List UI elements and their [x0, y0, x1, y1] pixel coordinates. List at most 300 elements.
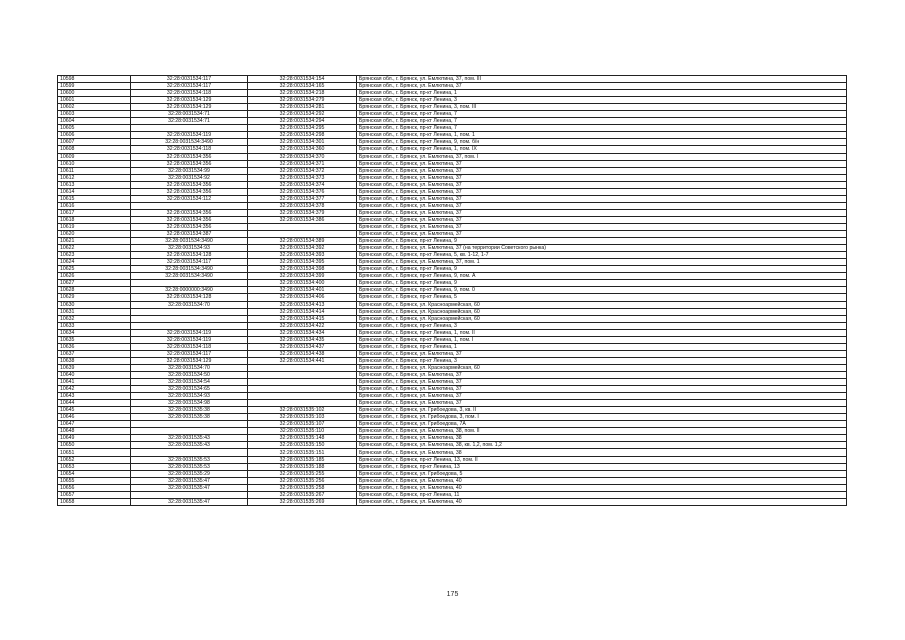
address-cell: Брянская обл., г. Брянск, ул. Емлютина, 37, пом. I [357, 153, 847, 160]
address-cell: Брянская обл., г. Брянск, ул. Емлютина, 37 [357, 202, 847, 209]
row-number-cell: 10606 [58, 132, 131, 139]
address-cell: Брянская обл., г. Брянск, ул. Емлютина, 37 [357, 216, 847, 223]
parcel-cadastral-cell: 32:28:0031535:53 [131, 463, 248, 470]
row-number-cell: 10618 [58, 216, 131, 223]
table-row [58, 83, 847, 90]
table-row [58, 301, 847, 308]
object-cadastral-cell: 32:28:0031535:269 [248, 498, 357, 505]
parcel-cadastral-cell: 32:28:0031534:93 [131, 245, 248, 252]
row-number-cell: 10655 [58, 477, 131, 484]
address-cell: Брянская обл., г. Брянск, ул. Емлютина, 37 [357, 400, 847, 407]
parcel-cadastral-cell: 32:28:0031534:118 [131, 90, 248, 97]
parcel-cadastral-cell: 32:28:0031535:47 [131, 477, 248, 484]
table-row [58, 477, 847, 484]
row-number-cell: 10657 [58, 491, 131, 498]
address-cell: Брянская обл., г. Брянск, ул. Емлютина, 37 [357, 209, 847, 216]
object-cadastral-cell: 32:28:0031534:377 [248, 195, 357, 202]
row-number-cell: 10649 [58, 435, 131, 442]
object-cadastral-cell: 32:28:0031534:401 [248, 287, 357, 294]
object-cadastral-cell: 32:28:0031534:437 [248, 343, 357, 350]
object-cadastral-cell: 32:28:0031534:415 [248, 315, 357, 322]
object-cadastral-cell: 32:28:0031535:256 [248, 477, 357, 484]
address-cell: Брянская обл., г. Брянск, пр-кт Ленина, 13, пом. II [357, 456, 847, 463]
row-number-cell: 10656 [58, 484, 131, 491]
row-number-cell: 10625 [58, 266, 131, 273]
row-number-cell: 10631 [58, 308, 131, 315]
table-row [58, 322, 847, 329]
table-row [58, 421, 847, 428]
address-cell: Брянская обл., г. Брянск, пр-кт Ленина, 3 [357, 97, 847, 104]
row-number-cell: 10654 [58, 470, 131, 477]
row-number-cell: 10624 [58, 259, 131, 266]
table-row [58, 371, 847, 378]
object-cadastral-cell: 32:28:0031535:148 [248, 435, 357, 442]
address-cell: Брянская обл., г. Брянск, ул. Емлютина, 37 [357, 371, 847, 378]
object-cadastral-cell: 32:28:0031535:103 [248, 414, 357, 421]
address-cell: Брянская обл., г. Брянск, ул. Емлютина, 38, кв. 1,2, пом. 1,2 [357, 442, 847, 449]
parcel-cadastral-cell: 32:28:0031534:119 [131, 336, 248, 343]
address-cell: Брянская обл., г. Брянск, ул. Емлютина, 37 [357, 379, 847, 386]
table-row [58, 174, 847, 181]
object-cadastral-cell: 32:28:0031535:151 [248, 449, 357, 456]
object-cadastral-cell: 32:28:0031535:255 [248, 470, 357, 477]
parcel-cadastral-cell: 32:28:0031534:92 [131, 174, 248, 181]
object-cadastral-cell [248, 379, 357, 386]
table-row [58, 287, 847, 294]
object-cadastral-cell [248, 231, 357, 238]
row-number-cell: 10633 [58, 322, 131, 329]
address-cell: Брянская обл., г. Брянск, пр-кт Ленина, 9, пом. А [357, 273, 847, 280]
object-cadastral-cell: 32:28:0031534:400 [248, 280, 357, 287]
object-cadastral-cell: 32:28:0031535:110 [248, 428, 357, 435]
address-cell: Брянская обл., г. Брянск, пр-кт Ленина, 1, пом. IX [357, 146, 847, 153]
object-cadastral-cell: 32:28:0031534:435 [248, 336, 357, 343]
address-cell: Брянская обл., г. Брянск, ул. Емлютина, 37 [357, 231, 847, 238]
address-cell: Брянская обл., г. Брянск, пр-кт Ленина, 13 [357, 463, 847, 470]
row-number-cell: 10639 [58, 364, 131, 371]
object-cadastral-cell [248, 386, 357, 393]
address-cell: Брянская обл., г. Брянск, ул. Емлютина, 38 [357, 435, 847, 442]
object-cadastral-cell: 32:28:0031534:392 [248, 245, 357, 252]
parcel-cadastral-cell: 32:28:0031534:356 [131, 188, 248, 195]
row-number-cell: 10640 [58, 371, 131, 378]
table-row [58, 350, 847, 357]
address-cell: Брянская обл., г. Брянск, ул. Емлютина, 37 [357, 393, 847, 400]
parcel-cadastral-cell: 32:28:0031534:119 [131, 132, 248, 139]
table-row [58, 209, 847, 216]
table-row [58, 456, 847, 463]
row-number-cell: 10612 [58, 174, 131, 181]
row-number-cell: 10634 [58, 329, 131, 336]
table-row [58, 498, 847, 505]
parcel-cadastral-cell: 32:28:0031534:65 [131, 386, 248, 393]
table-row [58, 104, 847, 111]
address-cell: Брянская обл., г. Брянск, пр-кт Ленина, 9 [357, 238, 847, 245]
table-row [58, 379, 847, 386]
table-row [58, 231, 847, 238]
parcel-cadastral-cell: 32:28:0031535:47 [131, 498, 248, 505]
object-cadastral-cell: 32:28:0031534:393 [248, 252, 357, 259]
parcel-cadastral-cell: 32:28:0031534:387 [131, 231, 248, 238]
row-number-cell: 10638 [58, 357, 131, 364]
parcel-cadastral-cell [131, 421, 248, 428]
table-row [58, 125, 847, 132]
object-cadastral-cell: 32:28:0031534:378 [248, 202, 357, 209]
table-row [58, 195, 847, 202]
row-number-cell: 10611 [58, 167, 131, 174]
address-cell: Брянская обл., г. Брянск, пр-кт Ленина, 5 [357, 294, 847, 301]
row-number-cell: 10632 [58, 315, 131, 322]
parcel-cadastral-cell: 32:28:0031535:43 [131, 442, 248, 449]
parcel-cadastral-cell: 32:28:0031534:128 [131, 294, 248, 301]
row-number-cell: 10616 [58, 202, 131, 209]
row-number-cell: 10642 [58, 386, 131, 393]
table-row [58, 386, 847, 393]
parcel-cadastral-cell: 32:28:0031534:356 [131, 223, 248, 230]
parcel-cadastral-cell: 32:28:0031535:43 [131, 435, 248, 442]
row-number-cell: 10615 [58, 195, 131, 202]
address-cell: Брянская обл., г. Брянск, пр-кт Ленина, 3, пом. III [357, 104, 847, 111]
table-row [58, 90, 847, 97]
table-row [58, 435, 847, 442]
table-row [58, 188, 847, 195]
parcel-cadastral-cell: 32:28:0031534:70 [131, 364, 248, 371]
address-cell: Брянская обл., г. Брянск, ул. Емлютина, 40 [357, 498, 847, 505]
parcel-cadastral-cell: 32:28:0031535:38 [131, 407, 248, 414]
parcel-cadastral-cell: 32:28:0031534:118 [131, 343, 248, 350]
address-cell: Брянская обл., г. Брянск, ул. Красноармейская, 60 [357, 364, 847, 371]
row-number-cell: 10652 [58, 456, 131, 463]
parcel-cadastral-cell: 32:28:0031535:38 [131, 414, 248, 421]
table-row [58, 463, 847, 470]
address-cell: Брянская обл., г. Брянск, пр-кт Ленина, 9, пом. б/н [357, 139, 847, 146]
object-cadastral-cell: 32:28:0031535:150 [248, 442, 357, 449]
address-cell: Брянская обл., г. Брянск, ул. Емлютина, 37 [357, 167, 847, 174]
address-cell: Брянская обл., г. Брянск, пр-кт Ленина, 7 [357, 125, 847, 132]
row-number-cell: 10643 [58, 393, 131, 400]
address-cell: Брянская обл., г. Брянск, пр-кт Ленина, 1, пом. 1 [357, 132, 847, 139]
address-cell: Брянская обл., г. Брянск, пр-кт Ленина, 11 [357, 491, 847, 498]
row-number-cell: 10641 [58, 379, 131, 386]
object-cadastral-cell: 32:28:0031534:389 [248, 238, 357, 245]
address-cell: Брянская обл., г. Брянск, ул. Емлютина, 40 [357, 477, 847, 484]
row-number-cell: 10626 [58, 273, 131, 280]
object-cadastral-cell: 32:28:0031534:374 [248, 181, 357, 188]
object-cadastral-cell: 32:28:0031534:281 [248, 104, 357, 111]
parcel-cadastral-cell: 32:28:0031534:356 [131, 153, 248, 160]
address-cell: Брянская обл., г. Брянск, пр-кт Ленина, 5, кв. 1-12, 1-7 [357, 252, 847, 259]
address-cell: Брянская обл., г. Брянск, пр-кт Ленина, 9 [357, 266, 847, 273]
row-number-cell: 10610 [58, 160, 131, 167]
cadastral-register-table [57, 75, 847, 506]
parcel-cadastral-cell: 32:28:0031534:50 [131, 371, 248, 378]
object-cadastral-cell [248, 371, 357, 378]
parcel-cadastral-cell: 32:28:0031534:129 [131, 357, 248, 364]
parcel-cadastral-cell [131, 308, 248, 315]
address-cell: Брянская обл., г. Брянск, пр-кт Ленина, 9 [357, 280, 847, 287]
row-number-cell: 10605 [58, 125, 131, 132]
object-cadastral-cell: 32:28:0031534:422 [248, 322, 357, 329]
object-cadastral-cell: 32:28:0031534:360 [248, 146, 357, 153]
parcel-cadastral-cell: 32:28:0031534:356 [131, 209, 248, 216]
address-cell: Брянская обл., г. Брянск, ул. Красноармейская, 60 [357, 308, 847, 315]
row-number-cell: 10648 [58, 428, 131, 435]
row-number-cell: 10628 [58, 287, 131, 294]
object-cadastral-cell: 32:28:0031535:258 [248, 484, 357, 491]
row-number-cell: 10630 [58, 301, 131, 308]
table-row [58, 132, 847, 139]
table-row [58, 146, 847, 153]
parcel-cadastral-cell: 32:28:0031534:119 [131, 329, 248, 336]
row-number-cell: 10599 [58, 83, 131, 90]
address-cell: Брянская обл., г. Брянск, ул. Емлютина, 37 [357, 181, 847, 188]
row-number-cell: 10627 [58, 280, 131, 287]
table-row [58, 118, 847, 125]
table-row [58, 160, 847, 167]
address-cell: Брянская обл., г. Брянск, пр-кт Ленина, 7 [357, 111, 847, 118]
address-cell: Брянская обл., г. Брянск, ул. Грибоедова, 5 [357, 470, 847, 477]
parcel-cadastral-cell: 32:28:0031534:112 [131, 195, 248, 202]
address-cell: Брянская обл., г. Брянск, ул. Емлютина, 37 [357, 83, 847, 90]
address-cell: Брянская обл., г. Брянск, пр-кт Ленина, 1, пом. I [357, 336, 847, 343]
row-number-cell: 10614 [58, 188, 131, 195]
row-number-cell: 10645 [58, 407, 131, 414]
address-cell: Брянская обл., г. Брянск, ул. Красноармейская, 60 [357, 315, 847, 322]
table-row [58, 442, 847, 449]
table-row [58, 216, 847, 223]
parcel-cadastral-cell: 32:28:0031535:47 [131, 484, 248, 491]
parcel-cadastral-cell: 32:28:0031534:117 [131, 259, 248, 266]
parcel-cadastral-cell [131, 322, 248, 329]
object-cadastral-cell [248, 223, 357, 230]
table-row [58, 449, 847, 456]
table-row [58, 343, 847, 350]
row-number-cell: 10651 [58, 449, 131, 456]
parcel-cadastral-cell: 32:28:0031534:117 [131, 350, 248, 357]
page-number: 175 [446, 591, 459, 598]
object-cadastral-cell: 32:28:0031534:294 [248, 118, 357, 125]
object-cadastral-cell: 32:28:0031534:395 [248, 259, 357, 266]
address-cell: Брянская обл., г. Брянск, ул. Емлютина, 40 [357, 484, 847, 491]
address-cell: Брянская обл., г. Брянск, ул. Емлютина, 37, пом. 1 [357, 259, 847, 266]
address-cell: Брянская обл., г. Брянск, ул. Емлютина, 37 [357, 350, 847, 357]
table-row [58, 223, 847, 230]
object-cadastral-cell: 32:28:0031534:438 [248, 350, 357, 357]
address-cell: Брянская обл., г. Брянск, ул. Грибоедова, 3, пом. I [357, 414, 847, 421]
parcel-cadastral-cell [131, 202, 248, 209]
address-cell: Брянская обл., г. Брянск, пр-кт Ленина, 3 [357, 322, 847, 329]
address-cell: Брянская обл., г. Брянск, пр-кт Ленина, 7 [357, 118, 847, 125]
table-row [58, 315, 847, 322]
row-number-cell: 10598 [58, 76, 131, 83]
parcel-cadastral-cell: 32:28:0031534:118 [131, 146, 248, 153]
parcel-cadastral-cell: 32:28:0031534:356 [131, 216, 248, 223]
row-number-cell: 10603 [58, 111, 131, 118]
table-row [58, 280, 847, 287]
object-cadastral-cell: 32:28:0031534:414 [248, 308, 357, 315]
parcel-cadastral-cell [131, 491, 248, 498]
table-row [58, 252, 847, 259]
table-row [58, 238, 847, 245]
table-row [58, 139, 847, 146]
parcel-cadastral-cell: 32:28:0031535:29 [131, 470, 248, 477]
row-number-cell: 10602 [58, 104, 131, 111]
row-number-cell: 10604 [58, 118, 131, 125]
table-row [58, 245, 847, 252]
row-number-cell: 10650 [58, 442, 131, 449]
row-number-cell: 10647 [58, 421, 131, 428]
table-row [58, 167, 847, 174]
object-cadastral-cell: 32:28:0031534:372 [248, 167, 357, 174]
parcel-cadastral-cell [131, 315, 248, 322]
table-row [58, 266, 847, 273]
table-row [58, 364, 847, 371]
address-cell: Брянская обл., г. Брянск, ул. Емлютина, 37, пом. III [357, 76, 847, 83]
address-cell: Брянская обл., г. Брянск, ул. Красноармейская, 60 [357, 301, 847, 308]
address-cell: Брянская обл., г. Брянск, ул. Емлютина, 38, пом. II [357, 428, 847, 435]
parcel-cadastral-cell: 32:28:0031534:99 [131, 167, 248, 174]
row-number-cell: 10635 [58, 336, 131, 343]
row-number-cell: 10636 [58, 343, 131, 350]
object-cadastral-cell: 32:28:0031534:218 [248, 90, 357, 97]
address-cell: Брянская обл., г. Брянск, ул. Емлютина, 37 [357, 188, 847, 195]
table-row [58, 181, 847, 188]
object-cadastral-cell: 32:28:0031534:279 [248, 97, 357, 104]
object-cadastral-cell: 32:28:0031534:295 [248, 125, 357, 132]
address-cell: Брянская обл., г. Брянск, ул. Емлютина, 37 [357, 160, 847, 167]
table-row [58, 484, 847, 491]
address-cell: Брянская обл., г. Брянск, ул. Грибоедова, 3, кв. II [357, 407, 847, 414]
table-row [58, 470, 847, 477]
address-cell: Брянская обл., г. Брянск, ул. Емлютина, 38 [357, 449, 847, 456]
row-number-cell: 10658 [58, 498, 131, 505]
object-cadastral-cell: 32:28:0031535:188 [248, 463, 357, 470]
object-cadastral-cell: 32:28:0031534:413 [248, 301, 357, 308]
parcel-cadastral-cell: 32:28:0031534:70 [131, 301, 248, 308]
parcel-cadastral-cell: 32:28:0031534:117 [131, 76, 248, 83]
row-number-cell: 10637 [58, 350, 131, 357]
object-cadastral-cell: 32:28:0031535:107 [248, 421, 357, 428]
table-row [58, 357, 847, 364]
table-row [58, 202, 847, 209]
object-cadastral-cell: 32:28:0031534:301 [248, 139, 357, 146]
row-number-cell: 10600 [58, 90, 131, 97]
object-cadastral-cell: 32:28:0031535:102 [248, 407, 357, 414]
register-table-body [58, 76, 847, 506]
table-row [58, 428, 847, 435]
object-cadastral-cell: 32:28:0031534:399 [248, 273, 357, 280]
object-cadastral-cell: 32:28:0031534:434 [248, 329, 357, 336]
object-cadastral-cell: 32:28:0031535:185 [248, 456, 357, 463]
address-cell: Брянская обл., г. Брянск, ул. Емлютина, 37 [357, 386, 847, 393]
table-row [58, 294, 847, 301]
address-cell: Брянская обл., г. Брянск, пр-кт Ленина, 9, пом. 0 [357, 287, 847, 294]
object-cadastral-cell [248, 400, 357, 407]
parcel-cadastral-cell: 32:28:0031534:93 [131, 393, 248, 400]
parcel-cadastral-cell [131, 280, 248, 287]
parcel-cadastral-cell: 32:28:0031534:356 [131, 181, 248, 188]
row-number-cell: 10622 [58, 245, 131, 252]
address-cell: Брянская обл., г. Брянск, ул. Емлютина, 37 [357, 195, 847, 202]
table-row [58, 259, 847, 266]
object-cadastral-cell: 32:28:0031534:379 [248, 209, 357, 216]
parcel-cadastral-cell: 32:28:0000000:3490 [131, 287, 248, 294]
address-cell: Брянская обл., г. Брянск, ул. Емлютина, 37 (на территории Советского рынка) [357, 245, 847, 252]
row-number-cell: 10619 [58, 223, 131, 230]
object-cadastral-cell: 32:28:0031534:292 [248, 111, 357, 118]
row-number-cell: 10608 [58, 146, 131, 153]
parcel-cadastral-cell: 32:28:0031534:71 [131, 118, 248, 125]
table-row [58, 273, 847, 280]
table-row [58, 153, 847, 160]
row-number-cell: 10620 [58, 231, 131, 238]
object-cadastral-cell: 32:28:0031534:298 [248, 132, 357, 139]
parcel-cadastral-cell [131, 449, 248, 456]
parcel-cadastral-cell: 32:28:0031535:53 [131, 456, 248, 463]
table-row [58, 414, 847, 421]
table-row [58, 336, 847, 343]
row-number-cell: 10646 [58, 414, 131, 421]
parcel-cadastral-cell: 32:28:0031534:356 [131, 160, 248, 167]
address-cell: Брянская обл., г. Брянск, ул. Грибоедова, 7А [357, 421, 847, 428]
address-cell: Брянская обл., г. Брянск, ул. Емлютина, 37 [357, 174, 847, 181]
table-row [58, 76, 847, 83]
table-row [58, 97, 847, 104]
parcel-cadastral-cell: 32:28:0031534:129 [131, 97, 248, 104]
row-number-cell: 10644 [58, 400, 131, 407]
parcel-cadastral-cell: 32:28:0031534:98 [131, 400, 248, 407]
object-cadastral-cell [248, 393, 357, 400]
object-cadastral-cell: 32:28:0031534:398 [248, 266, 357, 273]
table-row [58, 407, 847, 414]
parcel-cadastral-cell: 32:28:0031534:117 [131, 83, 248, 90]
row-number-cell: 10607 [58, 139, 131, 146]
object-cadastral-cell: 32:28:0031534:441 [248, 357, 357, 364]
row-number-cell: 10613 [58, 181, 131, 188]
table-row [58, 393, 847, 400]
object-cadastral-cell [248, 364, 357, 371]
table-row [58, 491, 847, 498]
row-number-cell: 10621 [58, 238, 131, 245]
address-cell: Брянская обл., г. Брянск, ул. Емлютина, 37 [357, 223, 847, 230]
address-cell: Брянская обл., г. Брянск, пр-кт Ленина, 1 [357, 343, 847, 350]
row-number-cell: 10623 [58, 252, 131, 259]
table-row [58, 308, 847, 315]
table-row [58, 111, 847, 118]
row-number-cell: 10601 [58, 97, 131, 104]
parcel-cadastral-cell [131, 428, 248, 435]
object-cadastral-cell: 32:28:0031534:386 [248, 216, 357, 223]
address-cell: Брянская обл., г. Брянск, пр-кт Ленина, 3 [357, 357, 847, 364]
parcel-cadastral-cell: 32:28:0031534:3490 [131, 273, 248, 280]
object-cadastral-cell: 32:28:0031534:371 [248, 160, 357, 167]
row-number-cell: 10653 [58, 463, 131, 470]
parcel-cadastral-cell [131, 125, 248, 132]
row-number-cell: 10609 [58, 153, 131, 160]
object-cadastral-cell: 32:28:0031535:267 [248, 491, 357, 498]
object-cadastral-cell: 32:28:0031534:373 [248, 174, 357, 181]
parcel-cadastral-cell: 32:28:0031534:3490 [131, 266, 248, 273]
row-number-cell: 10629 [58, 294, 131, 301]
object-cadastral-cell: 32:28:0031534:165 [248, 83, 357, 90]
parcel-cadastral-cell: 32:28:0031534:3490 [131, 238, 248, 245]
row-number-cell: 10617 [58, 209, 131, 216]
parcel-cadastral-cell: 32:28:0031534:54 [131, 379, 248, 386]
table-row [58, 329, 847, 336]
parcel-cadastral-cell: 32:28:0031534:128 [131, 252, 248, 259]
object-cadastral-cell: 32:28:0031534:376 [248, 188, 357, 195]
object-cadastral-cell: 32:28:0031534:406 [248, 294, 357, 301]
